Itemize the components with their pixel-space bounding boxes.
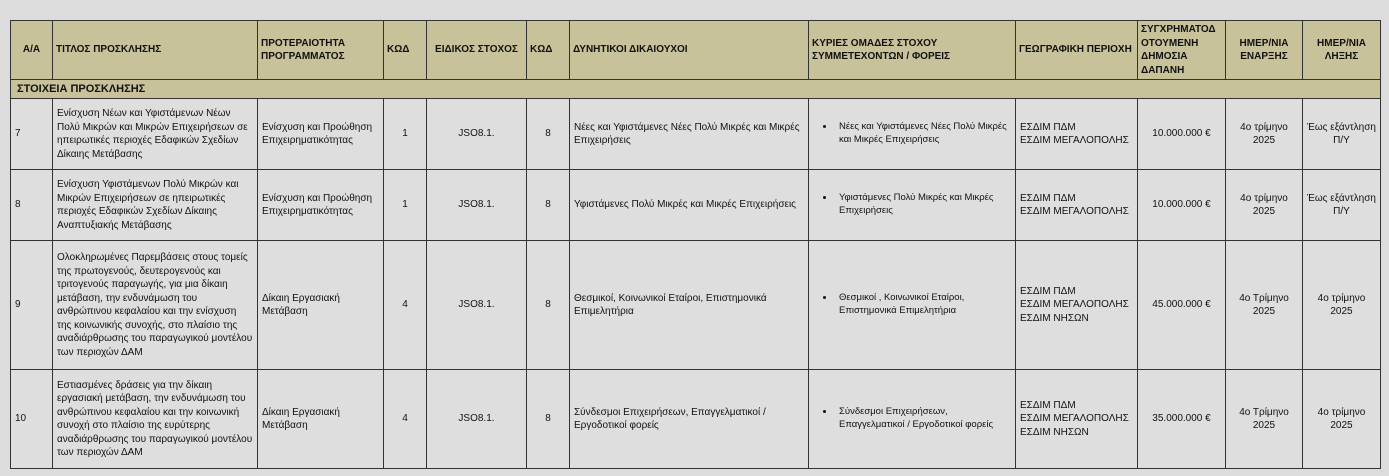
area-line: ΕΣΔΙΜ ΠΔΜ [1020,121,1076,133]
cell-objective: JSO8.1. [427,170,527,241]
cell-priority: Δίκαιη Εργασιακή Μετάβαση [258,370,384,469]
header-objective: ΕΙΔΙΚΟΣ ΣΤΟΧΟΣ [427,21,527,80]
table-row [11,99,1381,170]
list-item: • Θεσμικοί , Κοινωνικοί Εταίροι, Επιστημονικά Επιμελητήρια [835,292,1011,318]
cell-code1: 4 [384,370,427,469]
area-line: ΕΣΔΙΜ ΝΗΣΩΝ [1020,426,1089,438]
table-row [11,241,1381,370]
cell-area [1016,241,1138,370]
cell-code1: 1 [384,99,427,170]
area-line: ΕΣΔΙΜ ΝΗΣΩΝ [1020,312,1089,324]
cell-area [1016,370,1138,469]
area-line: ΕΣΔΙΜ ΜΕΓΑΛΟΠΟΛΗΣ [1020,206,1129,217]
cell-objective: JSO8.1. [427,370,527,469]
cell-objective: JSO8.1. [427,99,527,170]
cell-beneficiaries: Υφιστάμενες Πολύ Μικρές και Μικρές Επιχειρήσεις [570,170,809,241]
cell-groups [809,370,1016,469]
cell-beneficiaries: Σύνδεσμοι Επιχειρήσεων, Επαγγελματικοί / Εργοδοτικοί φορείς [570,370,809,469]
cell-code2: 8 [527,170,570,241]
header-priority: ΠΡΟΤΕΡΑΙΟΤΗΤΑ ΠΡΟΓΡΑΜΜΑΤΟΣ [258,21,384,80]
cell-groups [809,241,1016,370]
table-row [11,370,1381,469]
cell-start: 4ο Τρίμηνο 2025 [1226,370,1303,469]
list-item: • Σύνδεσμοι Επιχειρήσεων, Επαγγελματικοί / Εργοδοτικοί φορείς [835,406,1011,432]
calls-table-container [10,20,1380,469]
cell-aa: 7 [11,99,53,170]
cell-area [1016,99,1138,170]
cell-title: Ενίσχυση Υφιστάμενων Πολύ Μικρών και Μικρών Επιχειρήσεων σε ηπειρωτικές περιοχές Εδαφικών Σχεδίων Δίκαιης Αναπτυξιακής Μετάβασης [53,170,258,241]
cell-priority: Ενίσχυση και Προώθηση Επιχειρηματικότητας [258,99,384,170]
cell-end: Έως εξάντληση Π/Υ [1303,99,1381,170]
cell-code1: 4 [384,241,427,370]
cell-end: 4ο τρίμηνο 2025 [1303,370,1381,469]
cell-aa: 9 [11,241,53,370]
cell-code2: 8 [527,241,570,370]
list-item: • Νέες και Υφιστάμενες Νέες Πολύ Μικρές και Μικρές Επιχειρήσεις [835,121,1011,147]
cell-budget: 35.000.000 € [1138,370,1226,469]
section-header-row [11,80,1381,99]
cell-aa: 10 [11,370,53,469]
area-line: ΕΣΔΙΜ ΜΕΓΑΛΟΠΟΛΗΣ [1020,299,1129,311]
header-code2: ΚΩΔ [527,21,570,80]
header-area: ΓΕΩΓΡΑΦΙΚΗ ΠΕΡΙΟΧΗ [1016,21,1138,80]
area-line: ΕΣΔΙΜ ΜΕΓΑΛΟΠΟΛΗΣ [1020,135,1129,146]
cell-start: 4ο τρίμηνο 2025 [1226,99,1303,170]
cell-objective: JSO8.1. [427,241,527,370]
header-title: ΤΙΤΛΟΣ ΠΡΟΣΚΛΗΣΗΣ [53,21,258,80]
header-budget: ΣΥΓΧΡΗΜΑΤΟΔ ΟΤΟΥΜΕΝΗ ΔΗΜΟΣΙΑ ΔΑΠΑΝΗ [1138,21,1226,80]
cell-groups [809,170,1016,241]
header-aa: Α/Α [11,21,53,80]
header-groups: ΚΥΡΙΕΣ ΟΜΑΔΕΣ ΣΤΟΧΟΥ ΣΥΜΜΕΤΕΧΟΝΤΩΝ / ΦΟΡΕΙΣ [809,21,1016,80]
cell-budget: 45.000.000 € [1138,241,1226,370]
cell-title: Εστιασμένες δράσεις για την δίκαιη εργασιακή μετάβαση, την ενδυνάμωση του ανθρώπινου κεφαλαίου και την κοινωνική συνοχή στο πλαίσιο της ευρύτερης αναδιάρθρωσης του παραγωγικού μοντέλου των περιοχών ΔΑΜ [53,370,258,469]
cell-priority: Ενίσχυση και Προώθηση Επιχειρηματικότητας [258,170,384,241]
table-row [11,170,1381,241]
cell-beneficiaries: Θεσμικοί, Κοινωνικοί Εταίροι, Επιστημονικά Επιμελητήρια [570,241,809,370]
cell-title: Ολοκληρωμένες Παρεμβάσεις στους τομείς της πρωτογενούς, δευτερογενούς και τριτογενούς παραγωγής, για μια δίκαιη μετάβαση, την ενδυνάμωση του ανθρώπινου κεφαλαίου και την ενίσχυση της κοινωνικής συνοχής, στο πλαίσιο της αναδιάρθρωσης του παραγωγικού μοντέλου των περιοχών ΔΑΜ [53,241,258,370]
area-line: ΕΣΔΙΜ ΜΕΓΑΛΟΠΟΛΗΣ [1020,413,1129,425]
cell-end: Έως εξάντληση Π/Υ [1303,170,1381,241]
cell-aa: 8 [11,170,53,241]
header-start: ΗΜΕΡ/ΝΙΑ ΕΝΑΡΞΗΣ [1226,21,1303,80]
section-title: ΣΤΟΙΧΕΙΑ ΠΡΟΣΚΛΗΣΗΣ [11,80,1381,99]
list-item: • Υφιστάμενες Πολύ Μικρές και Μικρές Επιχειρήσεις [835,192,1011,218]
cell-area [1016,170,1138,241]
cell-code2: 8 [527,99,570,170]
area-line: ΕΣΔΙΜ ΠΔΜ [1020,285,1076,297]
header-code1: ΚΩΔ [384,21,427,80]
cell-groups [809,99,1016,170]
header-beneficiaries: ΔΥΝΗΤΙΚΟΙ ΔΙΚΑΙΟΥΧΟΙ [570,21,809,80]
calls-table [10,20,1381,469]
cell-code2: 8 [527,370,570,469]
cell-budget: 10.000.000 € [1138,170,1226,241]
header-end: ΗΜΕΡ/ΝΙΑ ΛΗΞΗΣ [1303,21,1381,80]
cell-priority: Δίκαιη Εργασιακή Μετάβαση [258,241,384,370]
column-header-row [11,21,1381,80]
cell-title: Ενίσχυση Νέων και Υφιστάμενων Νέων Πολύ Μικρών και Μικρών Επιχειρήσεων σε ηπειρωτικές περιοχές Εδαφικών Σχεδίων Δίκαιης Μετάβασης [53,99,258,170]
cell-start: 4ο τρίμηνο 2025 [1226,170,1303,241]
area-line: ΕΣΔΙΜ ΠΔΜ [1020,192,1076,204]
area-line: ΕΣΔΙΜ ΠΔΜ [1020,399,1076,411]
cell-end: 4ο τρίμηνο 2025 [1303,241,1381,370]
cell-start: 4ο Τρίμηνο 2025 [1226,241,1303,370]
cell-beneficiaries: Νέες και Υφιστάμενες Νέες Πολύ Μικρές και Μικρές Επιχειρήσεις [570,99,809,170]
cell-budget: 10.000.000 € [1138,99,1226,170]
cell-code1: 1 [384,170,427,241]
